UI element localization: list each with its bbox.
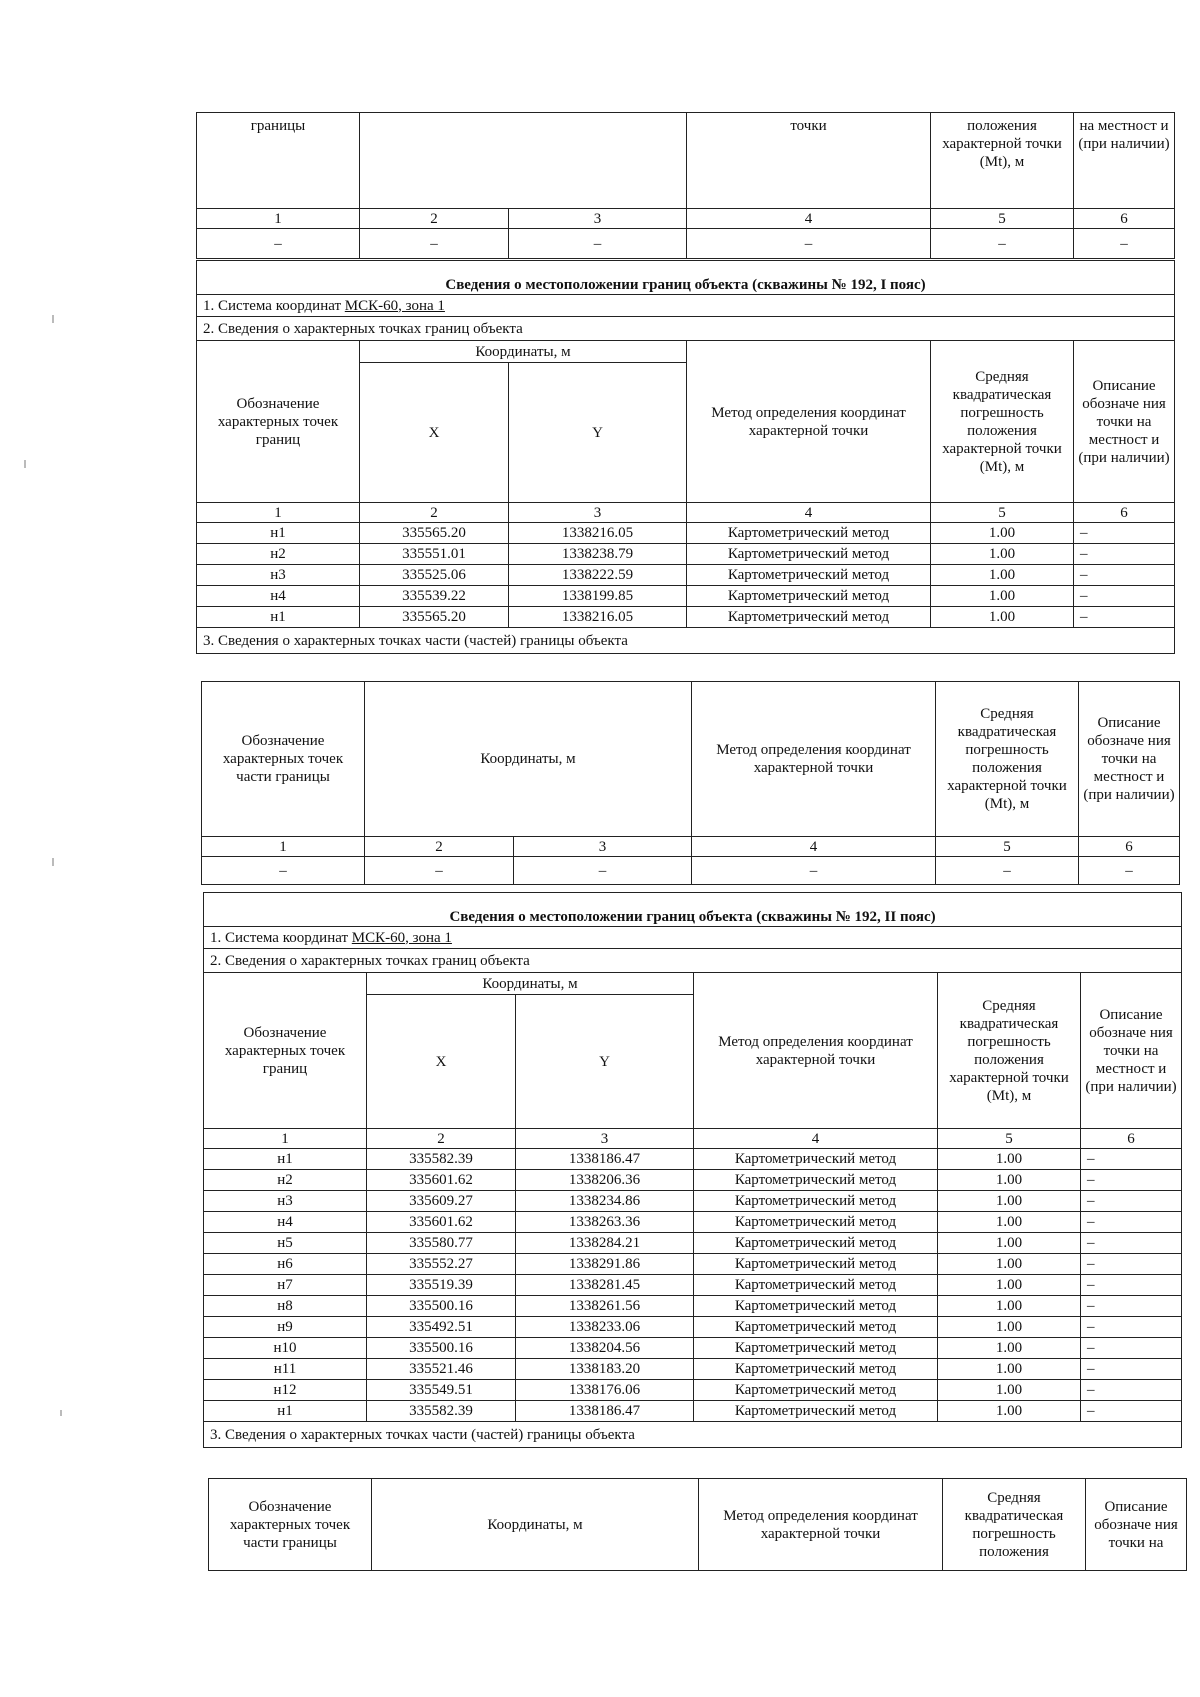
table-row	[204, 1317, 1182, 1338]
y-value: 1338281.45	[516, 1275, 694, 1296]
x-value: 335521.46	[367, 1359, 516, 1380]
y-value: 1338284.21	[516, 1233, 694, 1254]
description-value: –	[1074, 586, 1175, 607]
header-cell: на местност и (при наличии)	[1074, 113, 1175, 209]
x-value: 335500.16	[367, 1296, 516, 1317]
description-value: –	[1081, 1149, 1182, 1170]
coordinate-system-label: 1. Система координат	[203, 297, 345, 314]
point-id: н3	[204, 1191, 367, 1212]
coordinate-system-value: МСК-60, зона 1	[344, 297, 445, 314]
method-value: Картометрический метод	[694, 1191, 938, 1212]
parts-subtitle: 3. Сведения о характерных точках части (частей) границы объекта	[204, 1422, 1182, 1448]
description-header: Описание обозначе ния точки на местност и (при наличии)	[1081, 973, 1182, 1129]
y-value: 1338261.56	[516, 1296, 694, 1317]
error-value: 1.00	[931, 523, 1074, 544]
error-value: 1.00	[938, 1317, 1081, 1338]
method-value: Картометрический метод	[687, 586, 931, 607]
description-value: –	[1081, 1191, 1182, 1212]
error-value: 1.00	[938, 1296, 1081, 1317]
point-id: н11	[204, 1359, 367, 1380]
column-number: 6	[1081, 1129, 1182, 1149]
description-value: –	[1081, 1170, 1182, 1191]
column-number: 3	[509, 503, 687, 523]
empty-cell: –	[931, 229, 1074, 259]
error-value: 1.00	[931, 544, 1074, 565]
column-number: 6	[1074, 209, 1175, 229]
coordinates-header: Координаты, м	[360, 341, 687, 363]
description-value: –	[1081, 1233, 1182, 1254]
y-value: 1338206.36	[516, 1170, 694, 1191]
table-row	[204, 1338, 1182, 1359]
description-value: –	[1074, 607, 1175, 628]
table-row	[197, 565, 1175, 586]
table-row	[204, 1170, 1182, 1191]
empty-cell: –	[687, 229, 931, 259]
y-header: Y	[516, 995, 694, 1129]
description-value: –	[1081, 1317, 1182, 1338]
x-header: X	[367, 995, 516, 1129]
description-header: Описание обозначе ния точки на местност и (при наличии)	[1079, 682, 1180, 837]
y-value: 1338176.06	[516, 1380, 694, 1401]
description-header: Описание обозначе ния точки на местност и (при наличии)	[1074, 341, 1175, 503]
method-header: Метод определения координат характерной точки	[692, 682, 936, 837]
x-value: 335519.39	[367, 1275, 516, 1296]
y-value: 1338186.47	[516, 1149, 694, 1170]
point-id: н2	[197, 544, 360, 565]
method-value: Картометрический метод	[694, 1401, 938, 1422]
table-row	[197, 544, 1175, 565]
part-point-designation-header: Обозначение характерных точек части границы	[209, 1479, 372, 1571]
description-value: –	[1074, 544, 1175, 565]
y-header: Y	[509, 363, 687, 503]
header-cell: точки	[687, 113, 931, 209]
scan-mark	[60, 1410, 62, 1416]
empty-cell: –	[692, 857, 936, 885]
section-zone-1-parts	[201, 681, 1179, 885]
error-value: 1.00	[931, 607, 1074, 628]
x-value: 335601.62	[367, 1212, 516, 1233]
y-value: 1338291.86	[516, 1254, 694, 1275]
method-value: Картометрический метод	[694, 1233, 938, 1254]
section-title: Сведения о местоположении границ объекта (скважины № 192, I пояс)	[197, 261, 1175, 295]
column-number: 5	[936, 837, 1079, 857]
x-header: X	[360, 363, 509, 503]
x-value: 335582.39	[367, 1149, 516, 1170]
column-number: 1	[197, 209, 360, 229]
empty-cell: –	[197, 229, 360, 259]
table-row	[197, 586, 1175, 607]
column-number: 4	[687, 209, 931, 229]
column-number: 2	[360, 503, 509, 523]
point-id: н7	[204, 1275, 367, 1296]
section-zone-2-parts	[208, 1478, 1186, 1571]
point-designation-header: Обозначение характерных точек границ	[197, 341, 360, 503]
error-value: 1.00	[938, 1212, 1081, 1233]
header-cell	[360, 113, 687, 209]
description-value: –	[1081, 1254, 1182, 1275]
column-number: 2	[367, 1129, 516, 1149]
description-value: –	[1074, 565, 1175, 586]
y-value: 1338216.05	[509, 523, 687, 544]
error-value: 1.00	[938, 1380, 1081, 1401]
section-zone-2	[203, 892, 1181, 1448]
coordinates-header: Координаты, м	[372, 1479, 699, 1571]
error-header: Средняя квадратическая погрешность положения характерной точки (Mt), м	[938, 973, 1081, 1129]
column-number: 1	[202, 837, 365, 857]
error-value: 1.00	[938, 1233, 1081, 1254]
method-value: Картометрический метод	[694, 1170, 938, 1191]
error-value: 1.00	[938, 1254, 1081, 1275]
point-id: н4	[197, 586, 360, 607]
x-value: 335539.22	[360, 586, 509, 607]
error-value: 1.00	[938, 1359, 1081, 1380]
column-number: 4	[692, 837, 936, 857]
x-value: 335552.27	[367, 1254, 516, 1275]
error-value: 1.00	[938, 1401, 1081, 1422]
part-point-designation-header: Обозначение характерных точек части границы	[202, 682, 365, 837]
empty-cell: –	[514, 857, 692, 885]
point-id: н1	[204, 1401, 367, 1422]
point-designation-header: Обозначение характерных точек границ	[204, 973, 367, 1129]
method-value: Картометрический метод	[687, 607, 931, 628]
table-row	[204, 1191, 1182, 1212]
description-header: Описание обозначе ния точки на	[1086, 1479, 1187, 1571]
description-value: –	[1081, 1401, 1182, 1422]
point-id: н12	[204, 1380, 367, 1401]
scan-mark	[52, 858, 54, 866]
method-value: Картометрический метод	[694, 1212, 938, 1233]
coordinates-header: Координаты, м	[367, 973, 694, 995]
method-value: Картометрический метод	[694, 1359, 938, 1380]
column-number: 3	[514, 837, 692, 857]
coordinates-header: Координаты, м	[365, 682, 692, 837]
method-value: Картометрический метод	[687, 544, 931, 565]
column-number: 2	[360, 209, 509, 229]
method-value: Картометрический метод	[694, 1296, 938, 1317]
error-value: 1.00	[938, 1149, 1081, 1170]
y-value: 1338234.86	[516, 1191, 694, 1212]
points-subtitle: 2. Сведения о характерных точках границ объекта	[204, 949, 1182, 973]
x-value: 335565.20	[360, 523, 509, 544]
method-header: Метод определения координат характерной точки	[699, 1479, 943, 1571]
y-value: 1338222.59	[509, 565, 687, 586]
description-value: –	[1081, 1359, 1182, 1380]
column-number: 5	[931, 209, 1074, 229]
coordinate-system-value: МСК-60, зона 1	[351, 929, 452, 946]
x-value: 335580.77	[367, 1233, 516, 1254]
method-value: Картометрический метод	[694, 1149, 938, 1170]
y-value: 1338183.20	[516, 1359, 694, 1380]
empty-cell: –	[360, 229, 509, 259]
point-id: н2	[204, 1170, 367, 1191]
y-value: 1338199.85	[509, 586, 687, 607]
scan-mark	[52, 315, 54, 323]
table-row	[204, 1233, 1182, 1254]
x-value: 335492.51	[367, 1317, 516, 1338]
description-value: –	[1081, 1296, 1182, 1317]
points-subtitle: 2. Сведения о характерных точках границ объекта	[197, 317, 1175, 341]
column-number: 3	[509, 209, 687, 229]
table-row	[204, 1296, 1182, 1317]
method-value: Картометрический метод	[694, 1317, 938, 1338]
error-header: Средняя квадратическая погрешность положения	[943, 1479, 1086, 1571]
method-header: Метод определения координат характерной точки	[687, 341, 931, 503]
table-row	[204, 1149, 1182, 1170]
section-zone-1	[196, 260, 1174, 654]
description-value: –	[1074, 523, 1175, 544]
point-id: н1	[197, 523, 360, 544]
column-number: 2	[365, 837, 514, 857]
column-number: 6	[1074, 503, 1175, 523]
scan-mark	[24, 460, 26, 468]
error-header: Средняя квадратическая погрешность положения характерной точки (Mt), м	[931, 341, 1074, 503]
table-row	[204, 1359, 1182, 1380]
method-value: Картометрический метод	[694, 1380, 938, 1401]
column-number: 1	[204, 1129, 367, 1149]
coordinate-system-row	[204, 927, 1182, 949]
error-value: 1.00	[938, 1275, 1081, 1296]
description-value: –	[1081, 1212, 1182, 1233]
point-id: н10	[204, 1338, 367, 1359]
method-value: Картометрический метод	[694, 1254, 938, 1275]
empty-cell: –	[509, 229, 687, 259]
point-id: н8	[204, 1296, 367, 1317]
error-value: 1.00	[938, 1191, 1081, 1212]
header-cell: границы	[197, 113, 360, 209]
point-id: н9	[204, 1317, 367, 1338]
error-value: 1.00	[938, 1338, 1081, 1359]
method-header: Метод определения координат характерной точки	[694, 973, 938, 1129]
empty-cell: –	[1079, 857, 1180, 885]
continued-header-table	[196, 112, 1174, 259]
point-id: н1	[197, 607, 360, 628]
description-value: –	[1081, 1338, 1182, 1359]
error-value: 1.00	[938, 1170, 1081, 1191]
x-value: 335565.20	[360, 607, 509, 628]
table-row	[204, 1275, 1182, 1296]
empty-cell: –	[202, 857, 365, 885]
coordinate-system-label: 1. Система координат	[210, 929, 352, 946]
error-value: 1.00	[931, 565, 1074, 586]
point-id: н1	[204, 1149, 367, 1170]
y-value: 1338186.47	[516, 1401, 694, 1422]
y-value: 1338238.79	[509, 544, 687, 565]
empty-cell: –	[365, 857, 514, 885]
parts-subtitle: 3. Сведения о характерных точках части (частей) границы объекта	[197, 628, 1175, 654]
y-value: 1338233.06	[516, 1317, 694, 1338]
column-number: 1	[197, 503, 360, 523]
column-number: 4	[687, 503, 931, 523]
method-value: Картометрический метод	[687, 523, 931, 544]
point-id: н4	[204, 1212, 367, 1233]
y-value: 1338216.05	[509, 607, 687, 628]
table-row	[197, 523, 1175, 544]
table-row	[204, 1254, 1182, 1275]
x-value: 335609.27	[367, 1191, 516, 1212]
header-cell: положения характерной точки (Mt), м	[931, 113, 1074, 209]
y-value: 1338263.36	[516, 1212, 694, 1233]
table-row	[204, 1212, 1182, 1233]
table-row	[204, 1401, 1182, 1422]
empty-cell: –	[1074, 229, 1175, 259]
column-number: 5	[931, 503, 1074, 523]
x-value: 335582.39	[367, 1401, 516, 1422]
table-row	[197, 607, 1175, 628]
method-value: Картометрический метод	[694, 1275, 938, 1296]
method-value: Картометрический метод	[687, 565, 931, 586]
description-value: –	[1081, 1380, 1182, 1401]
description-value: –	[1081, 1275, 1182, 1296]
coordinate-system-row	[197, 295, 1175, 317]
error-value: 1.00	[931, 586, 1074, 607]
column-number: 3	[516, 1129, 694, 1149]
empty-cell: –	[936, 857, 1079, 885]
point-id: н3	[197, 565, 360, 586]
error-header: Средняя квадратическая погрешность положения характерной точки (Mt), м	[936, 682, 1079, 837]
x-value: 335551.01	[360, 544, 509, 565]
y-value: 1338204.56	[516, 1338, 694, 1359]
column-number: 4	[694, 1129, 938, 1149]
x-value: 335601.62	[367, 1170, 516, 1191]
column-number: 5	[938, 1129, 1081, 1149]
point-id: н5	[204, 1233, 367, 1254]
x-value: 335549.51	[367, 1380, 516, 1401]
table-row	[204, 1380, 1182, 1401]
section-title: Сведения о местоположении границ объекта (скважины № 192, II пояс)	[204, 893, 1182, 927]
method-value: Картометрический метод	[694, 1338, 938, 1359]
x-value: 335525.06	[360, 565, 509, 586]
column-number: 6	[1079, 837, 1180, 857]
x-value: 335500.16	[367, 1338, 516, 1359]
point-id: н6	[204, 1254, 367, 1275]
